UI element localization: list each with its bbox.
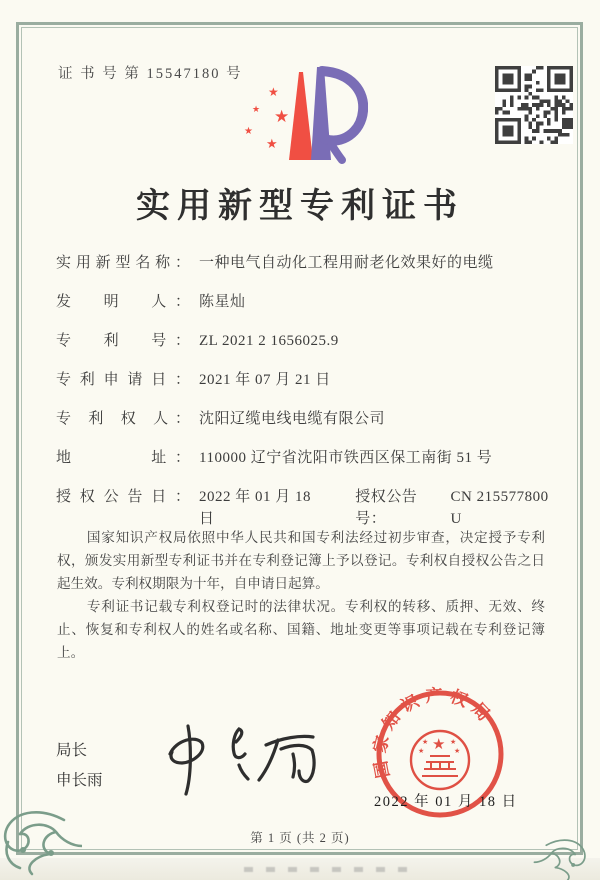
svg-text:★: ★ bbox=[252, 104, 261, 114]
svg-text:★: ★ bbox=[266, 136, 278, 151]
svg-text:★: ★ bbox=[454, 747, 461, 755]
grant-no-label: 授权公告号： bbox=[355, 489, 418, 527]
field-label: 专 利 号： bbox=[56, 333, 190, 349]
field-row-address bbox=[56, 447, 556, 469]
certificate-title: 实用新型专利证书 bbox=[136, 188, 464, 225]
certificate-fields bbox=[56, 252, 556, 547]
legal-paragraphs bbox=[57, 526, 545, 664]
certificate-number: 证 书 号 第 15547180 号 bbox=[58, 66, 243, 82]
floral-flourish-icon bbox=[522, 836, 600, 880]
field-value: 沈阳辽缆电线电缆有限公司 bbox=[199, 411, 386, 427]
field-label: 地 址： bbox=[56, 450, 190, 466]
field-value: 陈星灿 bbox=[199, 294, 246, 310]
seal-ring-text: 国家知识产权局 bbox=[370, 685, 498, 780]
national-emblem-icon bbox=[411, 731, 469, 789]
seal-date: 2022 年 01 月 18 日 bbox=[374, 794, 518, 810]
signer-block bbox=[56, 736, 103, 796]
signer-name: 申长雨 bbox=[56, 772, 103, 789]
page-footer: 第 1 页 (共 2 页) bbox=[250, 831, 350, 845]
svg-text:★: ★ bbox=[432, 737, 446, 753]
qr-code bbox=[495, 66, 573, 144]
signer-title: 局长 bbox=[56, 742, 88, 759]
svg-text:★: ★ bbox=[274, 107, 290, 126]
field-label: 发 明 人： bbox=[56, 294, 190, 310]
field-value: 一种电气自动化工程用耐老化效果好的电缆 bbox=[199, 255, 494, 271]
next-page-peek-text bbox=[244, 867, 414, 872]
field-row-patent-no bbox=[56, 330, 556, 352]
field-label: 专 利 权 人： bbox=[56, 411, 190, 427]
field-row-filing-date bbox=[56, 369, 556, 391]
field-row-patentee bbox=[56, 408, 556, 430]
legal-paragraph-1: 国家知识产权局依照中华人民共和国专利法经过初步审查，决定授予专利权，颁发实用新型专利证书并在专利登记簿上予以登记。专利权自授权公告之日起生效。专利权期限为十年，自申请日起算。 bbox=[57, 530, 545, 591]
svg-text:★: ★ bbox=[268, 85, 279, 99]
field-value: ZL 2021 2 1656025.9 bbox=[199, 333, 339, 349]
shen-changyu-signature-icon bbox=[158, 712, 328, 807]
grant-no-value: CN 215577800 U bbox=[450, 489, 549, 527]
legal-paragraph-2: 专利证书记载专利权登记时的法律状况。专利权的转移、质押、无效、终止、恢复和专利权人的姓名或名称、国籍、地址变更等事项记载在专利登记簿上。 bbox=[57, 599, 545, 660]
field-label: 专利申请日： bbox=[56, 372, 190, 388]
floral-flourish-icon bbox=[0, 806, 82, 876]
field-row-name bbox=[56, 252, 556, 274]
svg-text:★: ★ bbox=[418, 747, 425, 755]
field-label: 授权公告日： bbox=[56, 489, 190, 505]
field-row-grant bbox=[56, 486, 556, 530]
svg-text:★: ★ bbox=[422, 738, 429, 746]
svg-text:★: ★ bbox=[450, 738, 457, 746]
grant-date-value: 2022 年 01 月 18 日 bbox=[199, 489, 312, 527]
field-label: 实用新型名称： bbox=[56, 255, 190, 271]
field-value: 2021 年 07 月 21 日 bbox=[199, 372, 331, 388]
field-row-inventor bbox=[56, 291, 556, 313]
svg-text:★: ★ bbox=[244, 126, 253, 137]
cnipa-logo-icon bbox=[238, 60, 368, 167]
field-value: 110000 辽宁省沈阳市铁西区保工南街 51 号 bbox=[199, 450, 493, 466]
